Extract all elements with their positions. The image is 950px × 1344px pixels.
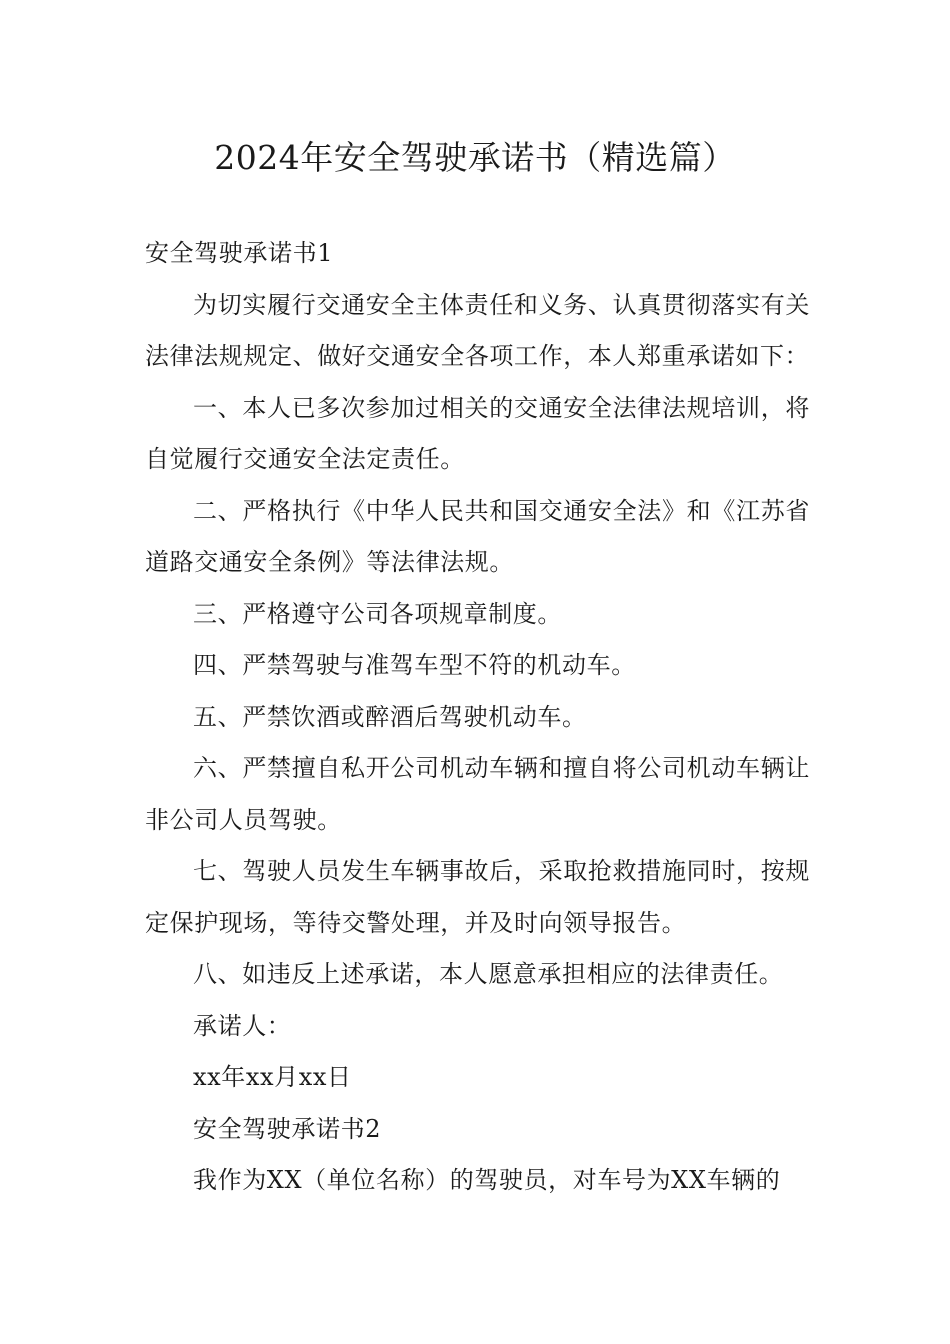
- section-heading-2: 安全驾驶承诺书2: [193, 1114, 382, 1143]
- clause-6: 六、严禁擅自私开公司机动车辆和擅自将公司机动车辆让非公司人员驾驶。: [145, 754, 810, 834]
- document-title: 2024年安全驾驶承诺书（精选篇）: [214, 138, 736, 177]
- clause-4: 四、严禁驾驶与准驾车型不符的机动车。: [193, 651, 636, 679]
- clause-5: 五、严禁饮酒或醉酒后驾驶机动车。: [193, 702, 587, 731]
- signatory-label: 承诺人：: [193, 1011, 292, 1040]
- intro-paragraph: 为切实履行交通安全主体责任和义务、认真贯彻落实有关法律法规规定、做好交通安全各项工作，本人郑重承诺如下：: [145, 290, 810, 370]
- date-line: xx年xx月xx日: [193, 1063, 352, 1091]
- clause-8: 八、如违反上述承诺，本人愿意承担相应的法律责任。: [193, 960, 784, 988]
- section-heading-1: 安全驾驶承诺书1: [145, 239, 334, 267]
- clause-7: 七、驾驶人员发生车辆事故后，采取抢救措施同时，按规定保护现场，等待交警处理，并及时向领导报告。: [145, 857, 810, 937]
- section-2-opening: 我作为XX（单位名称）的驾驶员，对车号为XX车辆的: [193, 1166, 781, 1194]
- clause-3: 三、严格遵守公司各项规章制度。: [193, 599, 562, 628]
- document-body: [145, 228, 810, 1207]
- clause-2: 二、严格执行《中华人民共和国交通安全法》和《江苏省道路交通安全条例》等法律法规。: [145, 496, 810, 576]
- clause-1: 一、本人已多次参加过相关的交通安全法律法规培训，将自觉履行交通安全法定责任。: [145, 393, 810, 473]
